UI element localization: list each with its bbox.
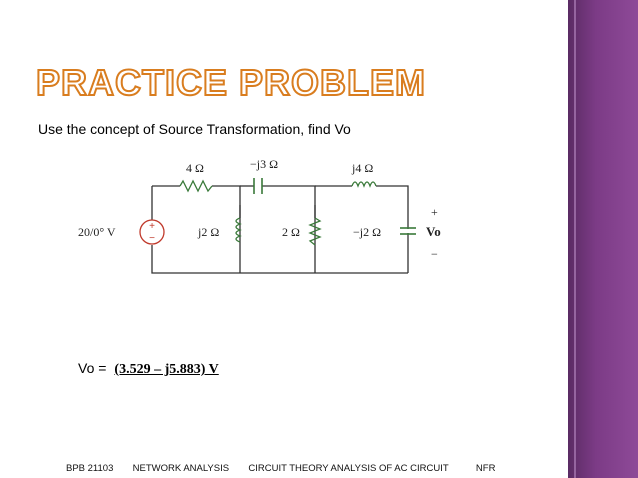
- label-2ohm: 2 Ω: [282, 225, 300, 239]
- problem-statement: Use the concept of Source Transformation, find Vo: [38, 121, 351, 137]
- decorative-side-band: [568, 0, 638, 478]
- answer-value: (3.529 – j5.883) V: [114, 362, 219, 377]
- footer-topic: CIRCUIT THEORY ANALYSIS OF AC CIRCUIT: [248, 463, 449, 474]
- footer-course: NETWORK ANALYSIS: [132, 463, 230, 474]
- inductor-j4: [352, 182, 376, 186]
- capacitor-minus-j3: [254, 178, 262, 194]
- output-label: Vo: [426, 224, 441, 239]
- label-minus-j3: −j3 Ω: [250, 157, 279, 171]
- svg-text:−: −: [149, 233, 155, 244]
- footer: [66, 463, 495, 474]
- slide-title: PRACTICE PROBLEM: [36, 62, 427, 103]
- output-minus: −: [431, 247, 438, 261]
- label-4ohm: 4 Ω: [186, 161, 204, 175]
- output-plus: +: [431, 205, 438, 219]
- footer-author: NFR: [475, 463, 496, 474]
- svg-text:+: +: [149, 221, 155, 232]
- voltage-source: [140, 220, 164, 244]
- answer: [78, 360, 219, 378]
- label-j2: j2 Ω: [198, 225, 220, 239]
- circuit-diagram: [70, 150, 470, 280]
- resistor-4ohm: [180, 181, 212, 191]
- answer-label: Vo =: [78, 360, 107, 376]
- label-minus-j2: −j2 Ω: [353, 225, 382, 239]
- label-j4: j4 Ω: [352, 161, 374, 175]
- source-label: 20/0° V: [78, 225, 116, 239]
- footer-code: BPB 21103: [66, 463, 114, 474]
